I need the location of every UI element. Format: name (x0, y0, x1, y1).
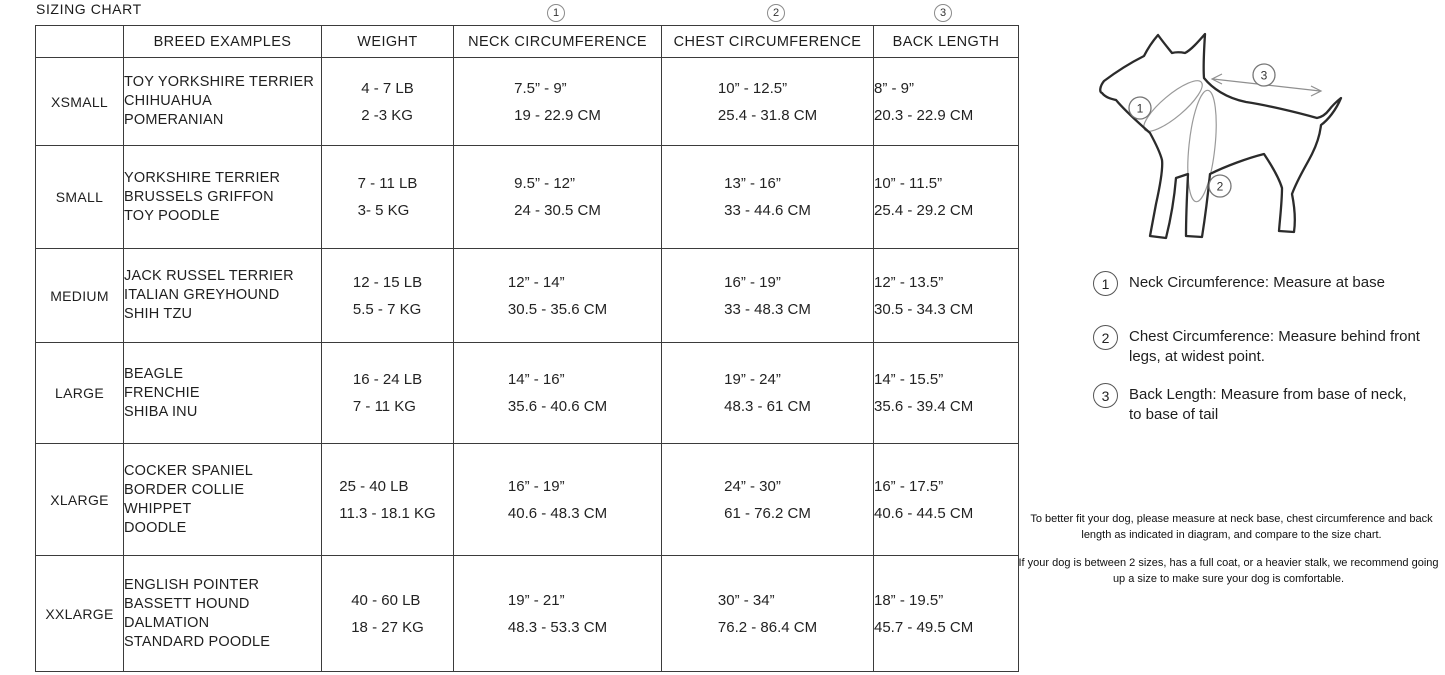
chest-circumference-cell (662, 444, 874, 556)
legend-marker-2: 2 (1093, 325, 1118, 350)
neck-circumference-cell (454, 249, 662, 343)
legend-line: Back Length: Measure from base of neck, (1129, 386, 1407, 403)
diagram-marker-chest (1209, 175, 1231, 197)
cell-line: BRUSSELS GRIFFON (124, 188, 274, 205)
cell-line: 40.6 - 48.3 CM (507, 504, 608, 522)
cell-line: 14” - 15.5” (874, 371, 944, 388)
size-cell (36, 343, 124, 444)
cell-line: 30.5 - 34.3 CM (874, 300, 974, 318)
legend-item-back (1093, 383, 1407, 425)
neck-circumference-cell (454, 58, 662, 146)
col-header-weight: WEIGHT (322, 26, 454, 58)
cell-line: XLARGE (50, 491, 109, 508)
size-cell (36, 58, 124, 146)
cell-line: 12” - 13.5” (874, 273, 944, 291)
legend-item-chest (1093, 325, 1420, 367)
cell-line: FRENCHIE (124, 384, 200, 401)
back-length-cell (874, 444, 1019, 556)
breed-examples-cell (124, 146, 322, 249)
cell-line: 16” - 19” (507, 477, 565, 495)
between-sizes-note: If your dog is between 2 sizes, has a full coat, or a heavier stalk, we recommend going up a size to make sure your dog is comfortable. (1018, 557, 1439, 585)
table-row (36, 249, 1019, 343)
back-length-cell (874, 249, 1019, 343)
table-row (36, 556, 1019, 672)
cell-line: 30.5 - 35.6 CM (507, 300, 608, 318)
cell-line: 9.5” - 12” (514, 175, 575, 192)
cell-line: 33 - 44.6 CM (724, 202, 811, 219)
cell-line: 40.6 - 44.5 CM (874, 504, 974, 522)
cell-line: YORKSHIRE TERRIER (124, 169, 281, 186)
cell-line: 19” - 21” (507, 591, 565, 609)
svg-text:2: 2 (1216, 179, 1224, 194)
legend-marker-1: 1 (1093, 271, 1118, 296)
cell-line: 24 - 30.5 CM (514, 202, 601, 219)
cell-line: 19” - 24” (724, 371, 781, 388)
back-length-cell (874, 556, 1019, 672)
cell-line: 25.4 - 31.8 CM (717, 106, 818, 124)
cell-line: 25.4 - 29.2 CM (874, 202, 974, 219)
table-row (36, 146, 1019, 249)
chest-circumference-cell (662, 343, 874, 444)
legend-text-back (1129, 383, 1407, 425)
cell-line: 16” - 19” (724, 273, 781, 291)
cell-line: 18” - 19.5” (874, 591, 944, 609)
back-length-cell (874, 343, 1019, 444)
cell-line: BASSETT HOUND (124, 595, 250, 612)
chest-circumference-cell (662, 58, 874, 146)
diagram-marker-neck (1129, 97, 1151, 119)
neck-circumference-cell (454, 556, 662, 672)
cell-line: 33 - 48.3 CM (724, 300, 811, 318)
chest-column-marker: 2 (767, 4, 785, 22)
table-row (36, 343, 1019, 444)
breed-examples-cell (124, 556, 322, 672)
header-row (36, 26, 1019, 58)
legend-line: legs, at widest point. (1129, 348, 1265, 365)
table-row (36, 444, 1019, 556)
cell-line: XXLARGE (45, 605, 114, 622)
cell-line: 3- 5 KG (357, 202, 410, 219)
cell-line: ENGLISH POINTER (124, 576, 260, 593)
cell-line: 35.6 - 40.6 CM (507, 398, 608, 415)
cell-line: WHIPPET (124, 500, 192, 517)
page-title: SIZING CHART (36, 1, 142, 17)
cell-line: MEDIUM (50, 287, 109, 304)
chest-circumference-cell (662, 556, 874, 672)
cell-line: 10” - 12.5” (717, 79, 788, 97)
cell-line: 48.3 - 61 CM (724, 398, 811, 415)
cell-line: 12” - 14” (507, 273, 565, 291)
breed-examples-cell (124, 58, 322, 146)
cell-line: 76.2 - 86.4 CM (717, 618, 818, 636)
weight-cell (322, 58, 454, 146)
dog-measurement-diagram (1086, 26, 1376, 256)
legend-text-neck (1129, 271, 1385, 293)
cell-line: 10” - 11.5” (874, 175, 943, 192)
cell-line: 8” - 9” (874, 79, 915, 97)
sizing-table (35, 25, 1019, 672)
chest-circumference-cell (662, 146, 874, 249)
table-row (36, 58, 1019, 146)
cell-line: JACK RUSSEL TERRIER (124, 268, 294, 284)
cell-line: 4 - 7 LB (361, 79, 414, 97)
neck-circumference-cell (454, 146, 662, 249)
dog-outline (1100, 34, 1341, 238)
cell-line: 48.3 - 53.3 CM (507, 618, 608, 636)
cell-line: 30” - 34” (717, 591, 775, 609)
size-cell (36, 249, 124, 343)
legend-text-chest (1129, 325, 1420, 367)
cell-line: 61 - 76.2 CM (724, 504, 811, 522)
breed-examples-cell (124, 444, 322, 556)
cell-line: 19 - 22.9 CM (514, 106, 601, 124)
sizing-table-body (36, 58, 1019, 672)
legend-item-neck (1093, 271, 1385, 296)
legend-marker-3: 3 (1093, 383, 1118, 408)
weight-cell (322, 343, 454, 444)
cell-line: BORDER COLLIE (124, 481, 245, 498)
svg-text:1: 1 (1136, 101, 1144, 116)
cell-line: 25 - 40 LB (339, 477, 409, 495)
breed-examples-cell (124, 343, 322, 444)
weight-cell (322, 556, 454, 672)
size-cell (36, 444, 124, 556)
cell-line: 7 - 11 KG (352, 398, 416, 415)
neck-circumference-cell (454, 343, 662, 444)
cell-line: 24” - 30” (724, 477, 781, 495)
cell-line: 20.3 - 22.9 CM (874, 106, 974, 124)
cell-line: 11.3 - 18.1 KG (339, 504, 436, 522)
cell-line: 45.7 - 49.5 CM (874, 618, 974, 636)
col-header-size (36, 26, 124, 58)
cell-line: SMALL (55, 189, 104, 205)
cell-line: DOODLE (124, 519, 187, 536)
cell-line: STANDARD POODLE (124, 633, 271, 650)
cell-line: SHIBA INU (124, 403, 198, 420)
size-cell (36, 146, 124, 249)
legend-line: to base of tail (1129, 406, 1219, 423)
cell-line: BEAGLE (124, 365, 184, 382)
back-column-marker: 3 (934, 4, 952, 22)
diagram-marker-back (1253, 64, 1275, 86)
weight-cell (322, 146, 454, 249)
cell-line: CHIHUAHUA (124, 93, 212, 109)
cell-line: TOY POODLE (124, 207, 220, 224)
fit-note: To better fit your dog, please measure at neck base, chest circumference and back length as indicated in diagram, and compare to the size chart. (1030, 513, 1433, 541)
back-length-cell (874, 146, 1019, 249)
cell-line: 2 -3 KG (361, 106, 413, 124)
cell-line: 12 - 15 LB (352, 273, 423, 291)
cell-line: ITALIAN GREYHOUND (124, 287, 280, 303)
cell-line: 7.5” - 9” (514, 79, 567, 97)
cell-line: 16 - 24 LB (352, 371, 423, 388)
col-header-chest-circumference: CHEST CIRCUMFERENCE (662, 26, 874, 58)
svg-text:3: 3 (1260, 68, 1268, 83)
cell-line: 35.6 - 39.4 CM (874, 398, 974, 415)
col-header-back-length: BACK LENGTH (874, 26, 1019, 58)
size-cell (36, 556, 124, 672)
col-header-breed-examples: BREED EXAMPLES (124, 26, 322, 58)
cell-line: LARGE (55, 385, 104, 401)
cell-line: 13” - 16” (724, 175, 781, 192)
cell-line: COCKER SPANIEL (124, 462, 254, 479)
breed-examples-cell (124, 249, 322, 343)
cell-line: SHIH TZU (124, 306, 193, 322)
cell-line: POMERANIAN (124, 112, 224, 128)
cell-line: XSMALL (50, 93, 109, 110)
legend-line: Chest Circumference: Measure behind front (1129, 328, 1420, 345)
cell-line: 5.5 - 7 KG (352, 300, 422, 318)
back-length-cell (874, 58, 1019, 146)
cell-line: 7 - 11 LB (357, 175, 418, 192)
cell-line: 16” - 17.5” (874, 477, 944, 495)
cell-line: TOY YORKSHIRE TERRIER (124, 74, 315, 90)
neck-circumference-cell (454, 444, 662, 556)
legend-line: Neck Circumference: Measure at base (1129, 274, 1385, 291)
cell-line: 18 - 27 KG (351, 618, 424, 636)
weight-cell (322, 249, 454, 343)
cell-line: DALMATION (124, 614, 210, 631)
cell-line: 40 - 60 LB (351, 591, 421, 609)
chest-circumference-cell (662, 249, 874, 343)
cell-line: 14” - 16” (507, 371, 565, 388)
weight-cell (322, 444, 454, 556)
col-header-neck-circumference: NECK CIRCUMFERENCE (454, 26, 662, 58)
neck-column-marker: 1 (547, 4, 565, 22)
